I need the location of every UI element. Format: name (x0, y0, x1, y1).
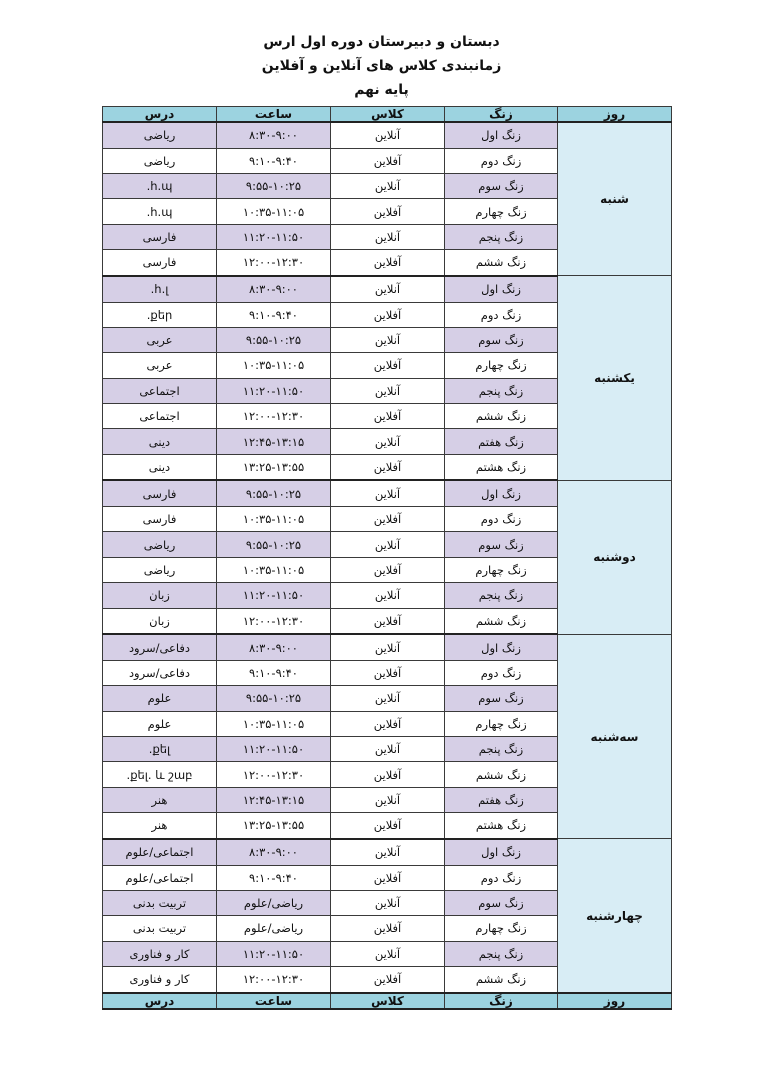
bell-cell: زنگ چهارم (445, 711, 558, 736)
subject-cell: هنر (103, 787, 217, 812)
class-cell: آفلاین (331, 199, 445, 224)
bell-cell: زنگ چهارم (445, 916, 558, 941)
table-row (103, 122, 672, 148)
time-cell: ۹:۱۰-۹:۴۰ (217, 660, 331, 685)
subject-cell: اجتماعی (103, 378, 217, 403)
class-cell: آفلاین (331, 865, 445, 890)
class-cell: آنلاین (331, 122, 445, 148)
time-cell: ۱۰:۳۵-۱۱:۰۵ (217, 711, 331, 736)
subject-cell: زبان (103, 583, 217, 608)
footer-row (103, 993, 672, 1009)
class-cell: آفلاین (331, 711, 445, 736)
class-cell: آنلاین (331, 174, 445, 199)
class-cell: آنلاین (331, 787, 445, 812)
header-day: روز (558, 107, 672, 123)
subject-cell: زبان (103, 608, 217, 634)
time-cell: ۹:۵۵-۱۰:۲۵ (217, 532, 331, 557)
class-cell: آنلاین (331, 686, 445, 711)
footer-bell: زنگ (445, 993, 558, 1009)
subject-cell: ریاضی (103, 557, 217, 582)
bell-cell: زنگ هشتم (445, 454, 558, 480)
bell-cell: زنگ اول (445, 122, 558, 148)
subject-cell: فارسی (103, 480, 217, 506)
bell-cell: زنگ ششم (445, 403, 558, 428)
class-cell: آنلاین (331, 737, 445, 762)
day-cell: سه‌شنبه (558, 634, 672, 839)
time-cell: ۱۰:۳۵-۱۱:۰۵ (217, 353, 331, 378)
time-cell: ۱۲:۴۵-۱۳:۱۵ (217, 429, 331, 454)
subject-cell: հ.պ. (103, 174, 217, 199)
header-class: کلاس (331, 107, 445, 123)
bell-cell: زنگ دوم (445, 507, 558, 532)
schedule-body (103, 122, 672, 993)
footer-time: ساعت (217, 993, 331, 1009)
subject-cell: ریاضی (103, 148, 217, 173)
class-cell: آنلاین (331, 429, 445, 454)
bell-cell: زنگ چهارم (445, 557, 558, 582)
time-cell: ۹:۵۵-۱۰:۲۵ (217, 480, 331, 506)
bell-cell: زنگ چهارم (445, 199, 558, 224)
subject-cell: հ.լ. (103, 276, 217, 302)
table-row (103, 634, 672, 660)
day-cell: یکشنبه (558, 276, 672, 481)
subject-cell: هنر (103, 813, 217, 839)
class-cell: آفلاین (331, 148, 445, 173)
class-cell: آفلاین (331, 250, 445, 276)
subject-cell: ریاضی (103, 532, 217, 557)
time-cell: ۱۱:۲۰-۱۱:۵۰ (217, 583, 331, 608)
subject-cell: کار و فناوری (103, 966, 217, 993)
subject-cell: քել. (103, 737, 217, 762)
class-cell: آنلاین (331, 276, 445, 302)
class-cell: آنلاین (331, 480, 445, 506)
time-cell: ۱۲:۰۰-۱۲:۳۰ (217, 966, 331, 993)
table-row (103, 480, 672, 506)
subject-cell: علوم (103, 686, 217, 711)
header-row (103, 107, 672, 123)
subject-cell: علوم (103, 711, 217, 736)
table-row (103, 276, 672, 302)
bell-cell: زنگ دوم (445, 865, 558, 890)
schedule-title: زمانبندی کلاس های آنلاین و آفلاین (261, 58, 502, 74)
subject-cell: کار و فناوری (103, 941, 217, 966)
time-cell: ۹:۱۰-۹:۴۰ (217, 302, 331, 327)
class-cell: آفلاین (331, 353, 445, 378)
subject-cell: فارسی (103, 224, 217, 249)
class-cell: آفلاین (331, 813, 445, 839)
subject-cell: فارسی (103, 507, 217, 532)
school-name: دبستان و دبیرستان دوره اول ارس (263, 34, 500, 50)
time-cell: ۹:۱۰-۹:۴۰ (217, 148, 331, 173)
schedule-table (102, 106, 672, 1010)
class-cell: آنلاین (331, 634, 445, 660)
bell-cell: زنگ سوم (445, 532, 558, 557)
class-cell: آنلاین (331, 839, 445, 865)
time-cell: ریاضی/علوم (217, 916, 331, 941)
time-cell: ۹:۵۵-۱۰:۲۵ (217, 174, 331, 199)
grade-label: پایه نهم (354, 82, 409, 98)
class-cell: آنلاین (331, 327, 445, 352)
subject-cell: اجتماعی (103, 403, 217, 428)
footer-subject: درس (103, 993, 217, 1009)
time-cell: ۹:۵۵-۱۰:۲۵ (217, 686, 331, 711)
header-time: ساعت (217, 107, 331, 123)
time-cell: ۱۳:۲۵-۱۳:۵۵ (217, 454, 331, 480)
time-cell: ۹:۵۵-۱۰:۲۵ (217, 327, 331, 352)
bell-cell: زنگ دوم (445, 660, 558, 685)
time-cell: ۱۱:۲۰-۱۱:۵۰ (217, 941, 331, 966)
bell-cell: زنگ پنجم (445, 583, 558, 608)
bell-cell: زنگ چهارم (445, 353, 558, 378)
class-cell: آفلاین (331, 608, 445, 634)
bell-cell: زنگ سوم (445, 890, 558, 915)
class-cell: آنلاین (331, 583, 445, 608)
bell-cell: زنگ ششم (445, 966, 558, 993)
class-cell: آفلاین (331, 557, 445, 582)
time-cell: ۱۱:۲۰-۱۱:۵۰ (217, 737, 331, 762)
subject-cell: دینی (103, 429, 217, 454)
bell-cell: زنگ پنجم (445, 378, 558, 403)
class-cell: آنلاین (331, 378, 445, 403)
time-cell: ۱۲:۰۰-۱۲:۳۰ (217, 403, 331, 428)
subject-cell: քեր. (103, 302, 217, 327)
bell-cell: زنگ هفتم (445, 429, 558, 454)
time-cell: ۱۲:۰۰-۱۲:۳۰ (217, 762, 331, 787)
time-cell: ریاضی/علوم (217, 890, 331, 915)
bell-cell: زنگ پنجم (445, 224, 558, 249)
bell-cell: زنگ پنجم (445, 737, 558, 762)
bell-cell: زنگ اول (445, 480, 558, 506)
footer-class: کلاس (331, 993, 445, 1009)
class-cell: آفلاین (331, 302, 445, 327)
day-cell: دوشنبه (558, 480, 672, 634)
subject-cell: քել. և շաբ. (103, 762, 217, 787)
time-cell: ۸:۳۰-۹:۰۰ (217, 634, 331, 660)
subject-cell: اجتماعی/علوم (103, 839, 217, 865)
time-cell: ۱۳:۲۵-۱۳:۵۵ (217, 813, 331, 839)
bell-cell: زنگ سوم (445, 174, 558, 199)
time-cell: ۱۱:۲۰-۱۱:۵۰ (217, 378, 331, 403)
bell-cell: زنگ ششم (445, 762, 558, 787)
header-subject: درس (103, 107, 217, 123)
class-cell: آنلاین (331, 941, 445, 966)
class-cell: آنلاین (331, 890, 445, 915)
bell-cell: زنگ ششم (445, 608, 558, 634)
class-cell: آفلاین (331, 454, 445, 480)
time-cell: ۹:۱۰-۹:۴۰ (217, 865, 331, 890)
header-bell: زنگ (445, 107, 558, 123)
subject-cell: تربیت بدنی (103, 916, 217, 941)
time-cell: ۱۱:۲۰-۱۱:۵۰ (217, 224, 331, 249)
bell-cell: زنگ اول (445, 839, 558, 865)
class-cell: آفلاین (331, 507, 445, 532)
bell-cell: زنگ دوم (445, 302, 558, 327)
subject-cell: عربی (103, 353, 217, 378)
bell-cell: زنگ هشتم (445, 813, 558, 839)
time-cell: ۸:۳۰-۹:۰۰ (217, 122, 331, 148)
document-header (0, 30, 763, 102)
time-cell: ۸:۳۰-۹:۰۰ (217, 276, 331, 302)
bell-cell: زنگ ششم (445, 250, 558, 276)
time-cell: ۱۰:۳۵-۱۱:۰۵ (217, 557, 331, 582)
subject-cell: فارسی (103, 250, 217, 276)
class-cell: آفلاین (331, 762, 445, 787)
subject-cell: ریاضی (103, 122, 217, 148)
class-cell: آفلاین (331, 403, 445, 428)
time-cell: ۱۲:۴۵-۱۳:۱۵ (217, 787, 331, 812)
subject-cell: تربیت بدنی (103, 890, 217, 915)
class-cell: آفلاین (331, 916, 445, 941)
class-cell: آفلاین (331, 966, 445, 993)
time-cell: ۱۰:۳۵-۱۱:۰۵ (217, 507, 331, 532)
time-cell: ۱۲:۰۰-۱۲:۳۰ (217, 250, 331, 276)
subject-cell: հ.պ. (103, 199, 217, 224)
day-cell: چهارشنبه (558, 839, 672, 993)
time-cell: ۸:۳۰-۹:۰۰ (217, 839, 331, 865)
subject-cell: دفاعی/سرود (103, 634, 217, 660)
bell-cell: زنگ هفتم (445, 787, 558, 812)
subject-cell: اجتماعی/علوم (103, 865, 217, 890)
bell-cell: زنگ اول (445, 634, 558, 660)
bell-cell: زنگ اول (445, 276, 558, 302)
time-cell: ۱۲:۰۰-۱۲:۳۰ (217, 608, 331, 634)
time-cell: ۱۰:۳۵-۱۱:۰۵ (217, 199, 331, 224)
footer-day: روز (558, 993, 672, 1009)
bell-cell: زنگ دوم (445, 148, 558, 173)
subject-cell: دفاعی/سرود (103, 660, 217, 685)
class-cell: آفلاین (331, 660, 445, 685)
subject-cell: عربی (103, 327, 217, 352)
bell-cell: زنگ سوم (445, 686, 558, 711)
class-cell: آنلاین (331, 224, 445, 249)
class-cell: آنلاین (331, 532, 445, 557)
day-cell: شنبه (558, 122, 672, 276)
table-row (103, 839, 672, 865)
subject-cell: دینی (103, 454, 217, 480)
bell-cell: زنگ سوم (445, 327, 558, 352)
bell-cell: زنگ پنجم (445, 941, 558, 966)
